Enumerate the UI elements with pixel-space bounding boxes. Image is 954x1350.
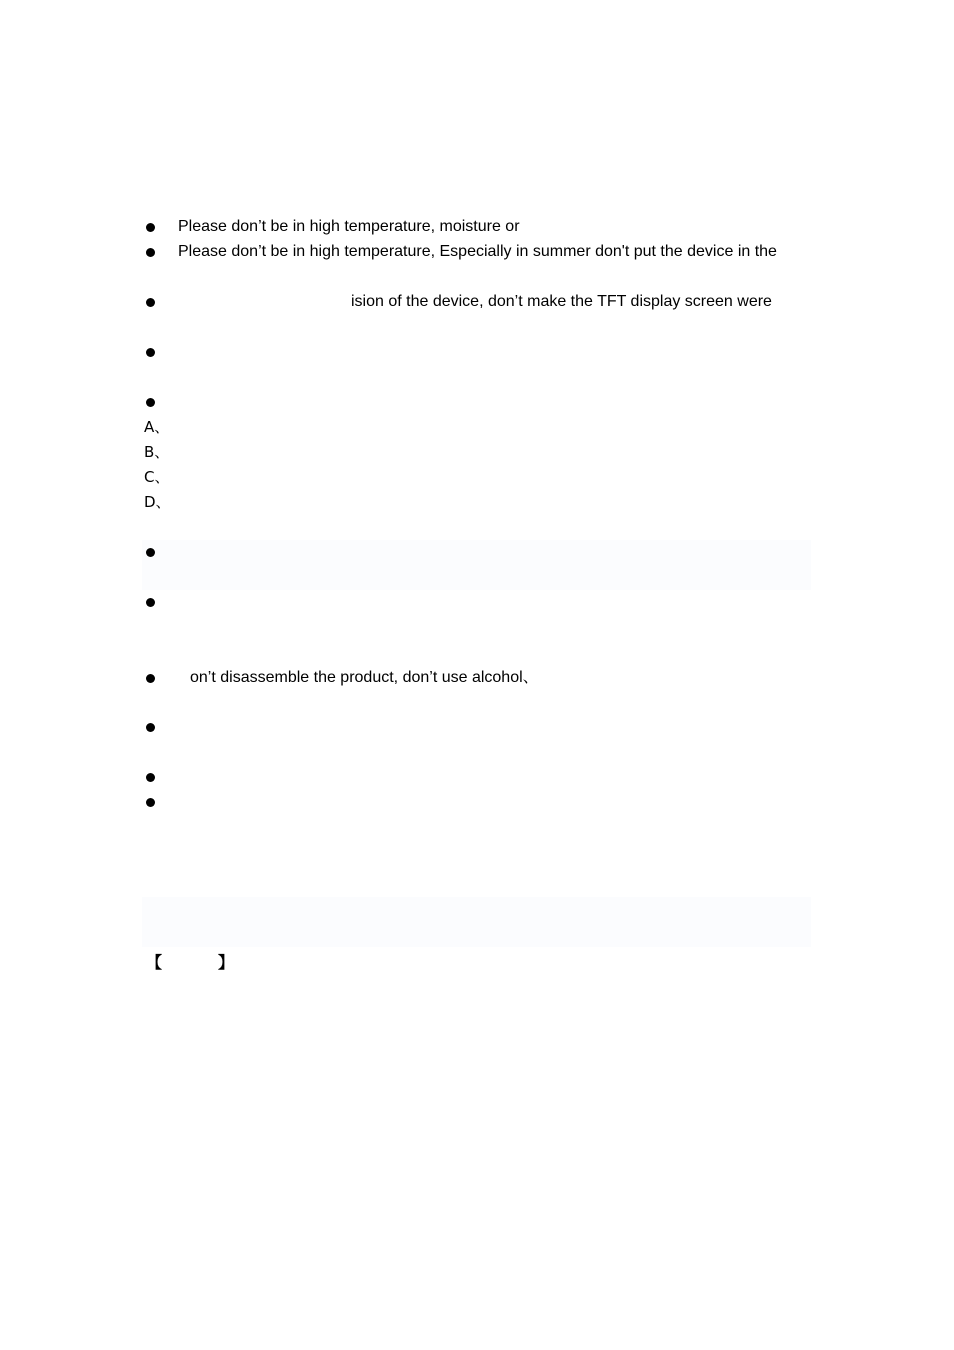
- enum-label-d: D、: [144, 493, 171, 511]
- bullet-icon: [146, 598, 155, 607]
- bullet-icon: [146, 723, 155, 732]
- bullet-icon: [146, 548, 155, 557]
- open-bracket: 【: [146, 953, 163, 972]
- enum-label-a: A、: [144, 418, 170, 436]
- bullet-icon: [146, 298, 155, 307]
- bullet-icon: [146, 773, 155, 782]
- shaded-block: [142, 540, 811, 590]
- bullet-icon: [146, 348, 155, 357]
- bullet-text: Please don’t be in high temperature, moisture or: [178, 218, 520, 235]
- bullet-icon: [146, 248, 155, 257]
- shaded-block: [142, 897, 811, 947]
- bullet-icon: [146, 398, 155, 407]
- bullet-text: Please don’t be in high temperature, Especially in summer don't put the device in the: [178, 243, 777, 260]
- bullet-icon: [146, 223, 155, 232]
- bullet-icon: [146, 798, 155, 807]
- enum-label-c: C、: [144, 468, 170, 486]
- enum-label-b: B、: [144, 443, 170, 461]
- bullet-icon: [146, 674, 155, 683]
- close-bracket: 】: [218, 953, 235, 972]
- bullet-text: ision of the device, don’t make the TFT display screen were: [351, 293, 772, 310]
- bullet-text: on’t disassemble the product, don’t use alcohol、: [190, 669, 539, 686]
